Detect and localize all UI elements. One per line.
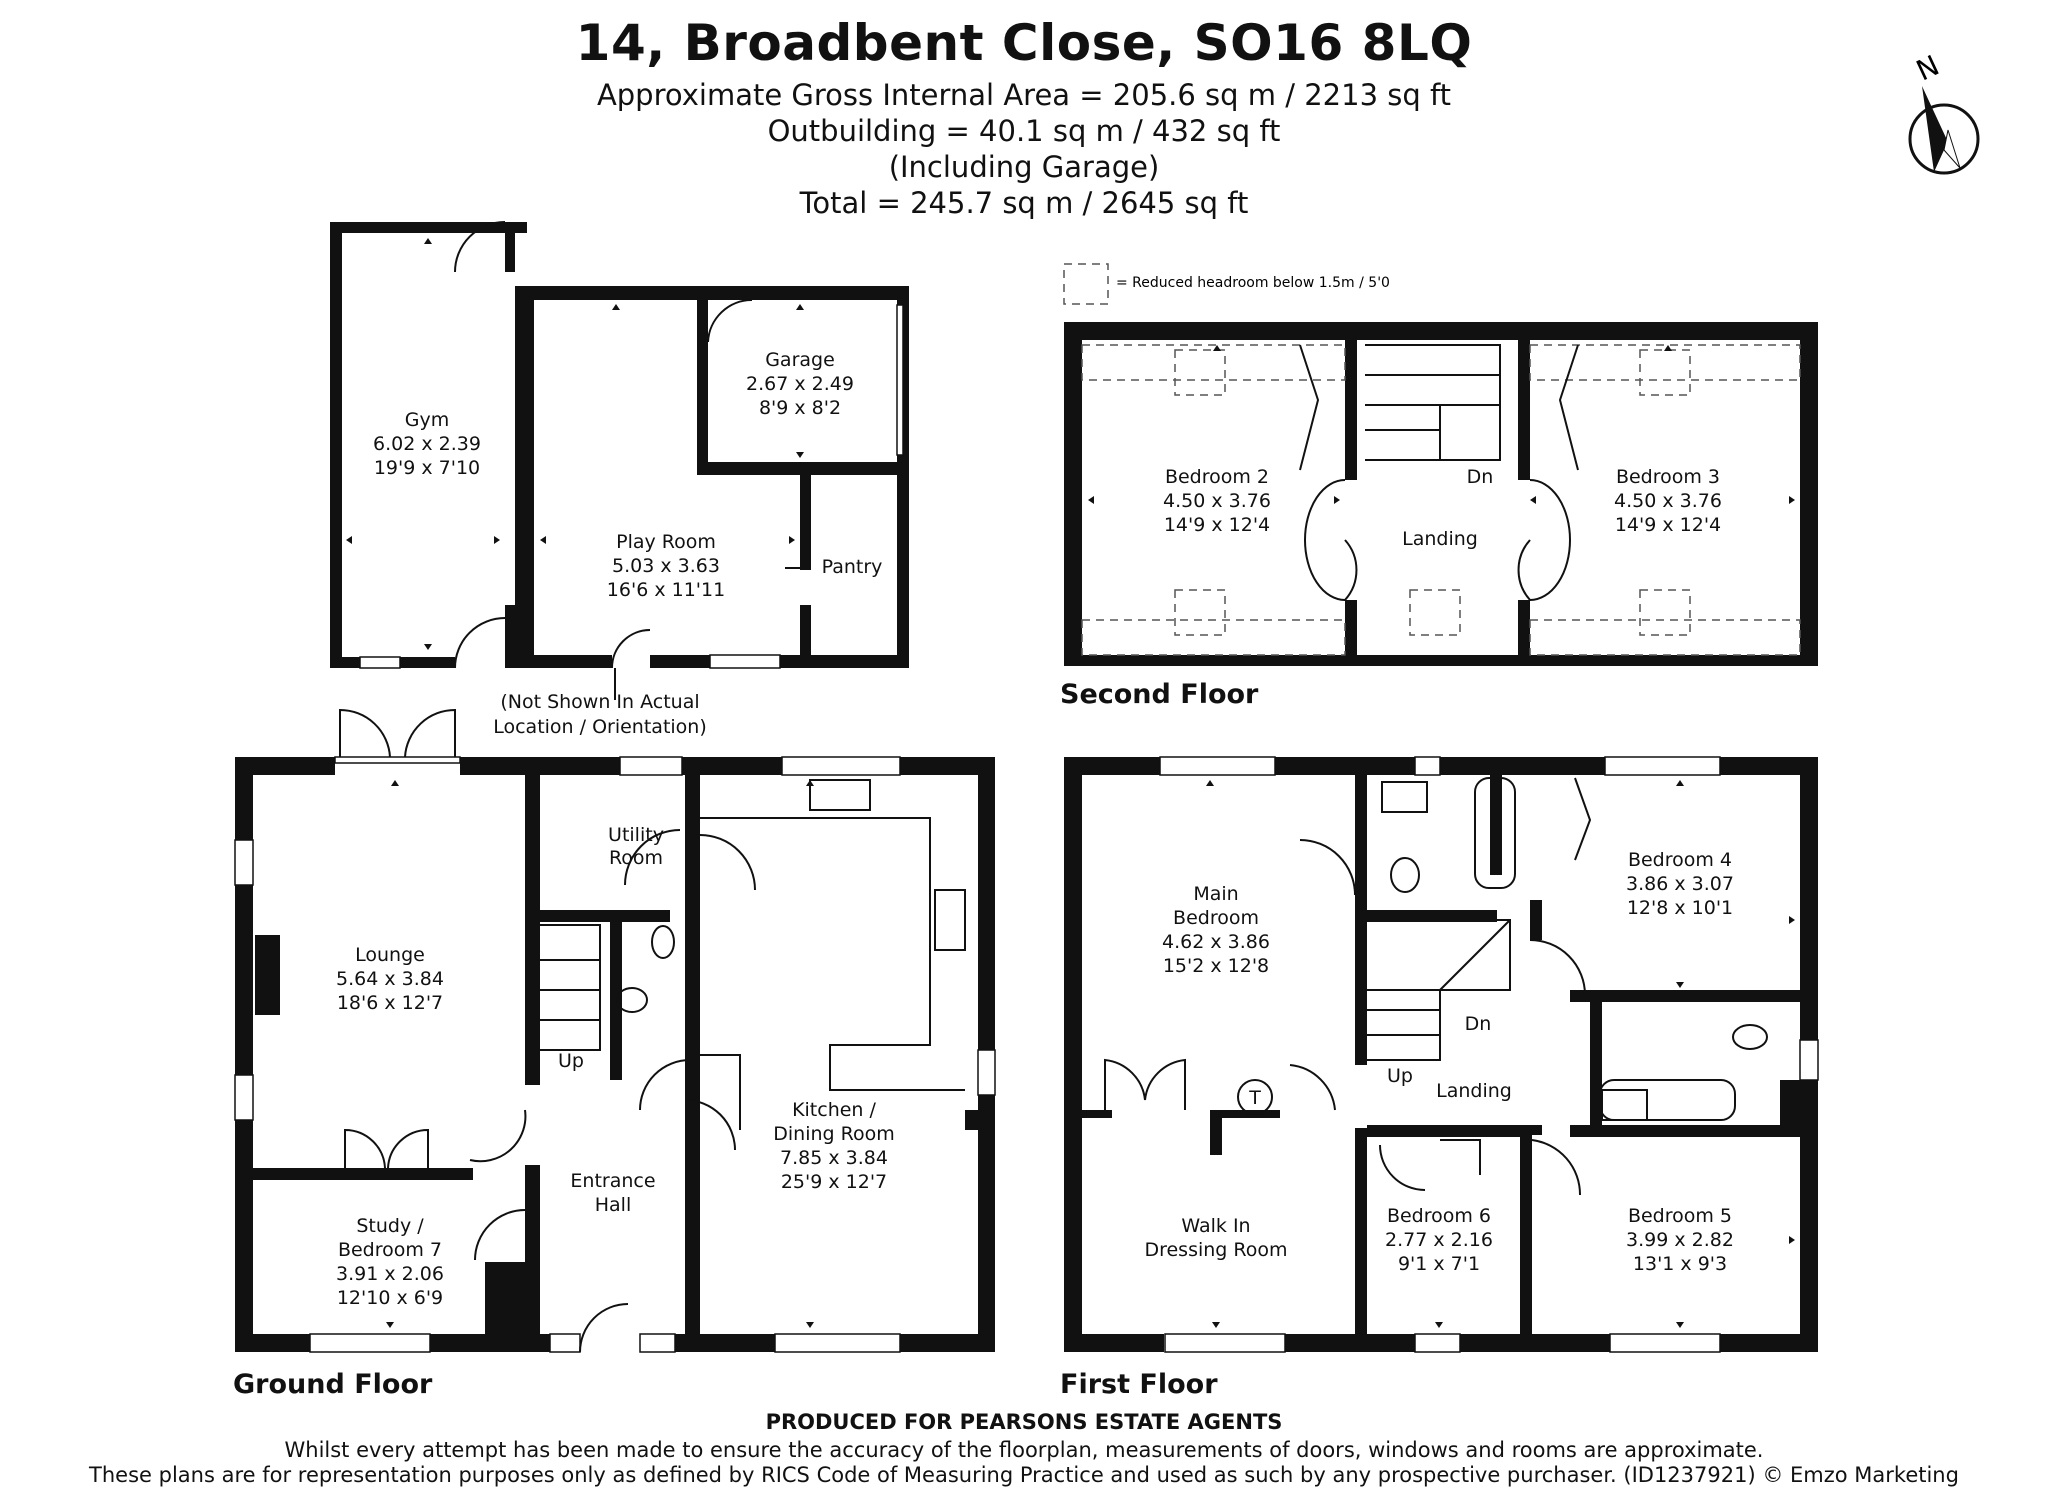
north-arrow-icon <box>1910 49 1978 173</box>
gym-metric: 6.02 x 2.39 <box>373 433 481 455</box>
study-name-line2: Bedroom 7 <box>337 1239 443 1261</box>
tank-label: T <box>1249 1087 1261 1109</box>
main-bedroom-name-line1: Main <box>1193 883 1239 905</box>
entrance-name-line1: Entrance <box>570 1170 656 1192</box>
outbuilding-area: Outbuilding = 40.1 sq m / 432 sq ft <box>767 114 1281 148</box>
bedroom6-name: Bedroom 6 <box>1386 1205 1492 1227</box>
first-stairs-down: Dn <box>1464 1013 1492 1035</box>
bedroom4-imperial: 12'8 x 10'1 <box>1626 897 1734 919</box>
bedroom5-metric: 3.99 x 2.82 <box>1626 1229 1734 1251</box>
second-stairs-down: Dn <box>1466 466 1494 488</box>
second-floor-title: Second Floor <box>1060 679 1259 710</box>
legend-text: = Reduced headroom below 1.5m / 5'0 <box>1116 275 1390 291</box>
garage-name: Garage <box>765 349 835 371</box>
bedroom2-name: Bedroom 2 <box>1164 466 1270 488</box>
garage-imperial: 8'9 x 8'2 <box>758 397 842 419</box>
disclaimer-line2: These plans are for representation purposes only as defined by RICS Code of Measuring Practice and used as such by any prospective purchaser. (ID1237921) © Emzo Marketing <box>89 1463 1959 1487</box>
study-metric: 3.91 x 2.06 <box>336 1263 444 1285</box>
including-garage-note: (Including Garage) <box>888 150 1160 184</box>
study-imperial: 12'10 x 6'9 <box>336 1287 444 1309</box>
bedroom4-metric: 3.86 x 3.07 <box>1626 873 1734 895</box>
outbuilding-note-line1: (Not Shown In Actual <box>500 691 700 713</box>
first-landing-label: Landing <box>1436 1080 1512 1102</box>
play-room-name: Play Room <box>616 531 716 553</box>
compass-label: N <box>1911 48 1945 88</box>
ground-stairs-up: Up <box>558 1050 584 1072</box>
utility-name-line2: Room <box>608 847 664 869</box>
lounge-imperial: 18'6 x 12'7 <box>336 992 444 1014</box>
kitchen-metric: 7.85 x 3.84 <box>780 1147 888 1169</box>
bedroom6-imperial: 9'1 x 7'1 <box>1397 1253 1481 1275</box>
garage-metric: 2.67 x 2.49 <box>746 373 854 395</box>
legend-swatch <box>1064 264 1108 304</box>
lounge-metric: 5.64 x 3.84 <box>336 968 444 990</box>
lounge-name: Lounge <box>355 944 425 966</box>
main-bedroom-metric: 4.62 x 3.86 <box>1162 931 1270 953</box>
legend <box>1064 264 1390 304</box>
kitchen-imperial: 25'9 x 12'7 <box>780 1171 888 1193</box>
outbuilding-note-line2: Location / Orientation) <box>493 716 707 738</box>
first-stairs-up: Up <box>1387 1065 1413 1087</box>
kitchen-name-line2: Dining Room <box>773 1123 895 1145</box>
disclaimer-line1: Whilst every attempt has been made to ensure the accuracy of the floorplan, measurements of doors, windows and rooms are approximate. <box>284 1438 1764 1462</box>
bedroom3-name: Bedroom 3 <box>1615 466 1721 488</box>
total-area: Total = 245.7 sq m / 2645 sq ft <box>799 186 1249 220</box>
bedroom4-name: Bedroom 4 <box>1627 849 1733 871</box>
bedroom2-metric: 4.50 x 3.76 <box>1163 490 1271 512</box>
bedroom5-name: Bedroom 5 <box>1627 1205 1733 1227</box>
study-name-line1: Study / <box>356 1215 424 1237</box>
pantry-name: Pantry <box>821 556 883 578</box>
bedroom2-imperial: 14'9 x 12'4 <box>1163 514 1271 536</box>
kitchen-name-line1: Kitchen / <box>792 1099 876 1121</box>
main-bedroom-imperial: 15'2 x 12'8 <box>1162 955 1270 977</box>
ground-floor-title: Ground Floor <box>233 1369 433 1400</box>
walk-in-name-line2: Dressing Room <box>1144 1239 1288 1261</box>
second-landing-label: Landing <box>1402 528 1478 550</box>
gym-imperial: 19'9 x 7'10 <box>373 457 481 479</box>
property-title: 14, Broadbent Close, SO16 8LQ <box>575 14 1473 72</box>
gym-name: Gym <box>404 409 450 431</box>
bedroom3-metric: 4.50 x 3.76 <box>1614 490 1722 512</box>
bedroom3-imperial: 14'9 x 12'4 <box>1614 514 1722 536</box>
play-room-metric: 5.03 x 3.63 <box>612 555 720 577</box>
walk-in-name-line1: Walk In <box>1181 1215 1251 1237</box>
main-bedroom-name-line2: Bedroom <box>1173 907 1259 929</box>
producer-credit: PRODUCED FOR PEARSONS ESTATE AGENTS <box>765 1410 1283 1434</box>
entrance-name-line2: Hall <box>594 1194 632 1216</box>
play-room-imperial: 16'6 x 11'11 <box>606 579 726 601</box>
gross-internal-area: Approximate Gross Internal Area = 205.6 sq m / 2213 sq ft <box>596 78 1452 112</box>
first-floor-title: First Floor <box>1060 1369 1218 1400</box>
bedroom5-imperial: 13'1 x 9'3 <box>1632 1253 1728 1275</box>
bedroom6-metric: 2.77 x 2.16 <box>1385 1229 1493 1251</box>
utility-name-line1: Utility <box>608 824 664 846</box>
